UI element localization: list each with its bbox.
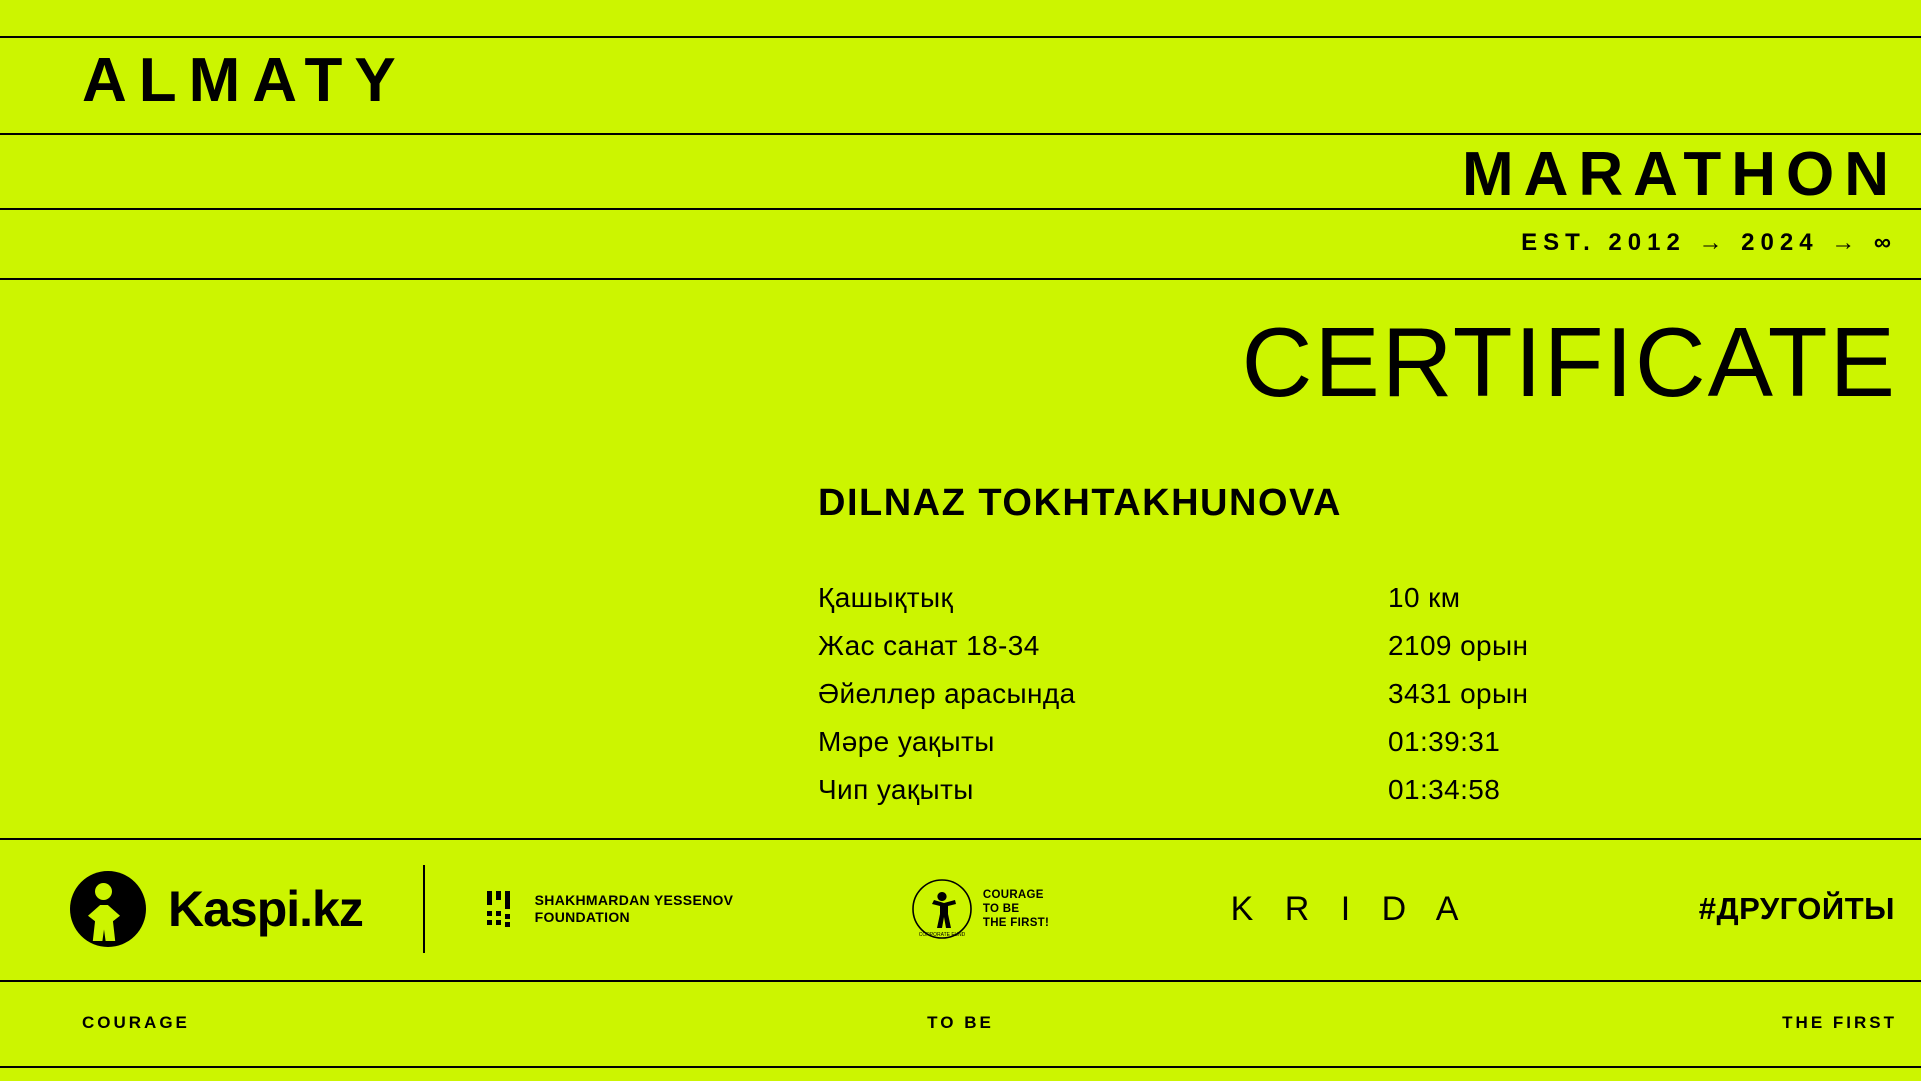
detail-value-finish-time: 01:39:31 (1388, 726, 1501, 757)
divider-line-4 (0, 278, 1921, 280)
detail-row (818, 578, 1618, 626)
certificate-footer (0, 980, 1921, 1066)
certificate-header (0, 0, 1921, 278)
detail-label-age-category: Жас санат 18-34 (818, 630, 1040, 661)
detail-label-women-rank: Әйеллер арасында (818, 678, 1076, 709)
kaspi-label: Kaspi.kz (168, 881, 363, 937)
divider-line-7 (0, 1066, 1921, 1068)
sponsor-yessenov-foundation (420, 838, 800, 980)
detail-value-women-rank: 3431 орын (1388, 678, 1529, 709)
corporate-fund-badge-text: CORPORATE FUND (918, 932, 966, 938)
event-name-almaty: ALMATY (82, 46, 408, 115)
detail-row (818, 722, 1618, 770)
yessenov-label-line1: SHAKHMARDAN YESSENOV (534, 892, 734, 908)
corporate-fund-logo-icon (911, 878, 973, 940)
footer-slogan-right: THE FIRST (1782, 1013, 1897, 1032)
footer-slogan-left: COURAGE (82, 1013, 190, 1032)
result-details (818, 578, 1618, 818)
corporate-label-line2: TO BE (982, 903, 1020, 915)
detail-value-chip-time: 01:34:58 (1388, 774, 1501, 805)
yessenov-logo-icon (487, 889, 521, 929)
drugoyty-label: #ДРУГОЙТЫ (1698, 891, 1895, 926)
sponsor-kaspi (0, 838, 420, 980)
sponsor-drugoyty (1540, 838, 1921, 980)
detail-label-chip-time: Чип уақыты (818, 774, 974, 805)
detail-row (818, 626, 1618, 674)
event-name-marathon: MARATHON (1461, 140, 1899, 209)
detail-row (818, 674, 1618, 722)
corporate-label-line3: THE FIRST! (982, 917, 1050, 929)
footer-slogan-center: TO BE (927, 1013, 994, 1032)
sponsor-krida (1160, 838, 1540, 980)
detail-value-distance: 10 км (1388, 582, 1461, 613)
detail-row (818, 770, 1618, 818)
sponsor-strip (0, 838, 1921, 980)
krida-label: K R I D A (1230, 890, 1470, 928)
corporate-label-line1: COURAGE (982, 889, 1044, 901)
detail-label-distance: Қашықтық (818, 582, 954, 613)
athlete-name: DILNAZ TOKHTAKHUNOVA (818, 482, 1342, 524)
kaspi-logo-icon (70, 871, 146, 947)
established-years: EST. 2012 → 2024 → ∞ (1521, 229, 1897, 256)
detail-value-age-category: 2109 орын (1388, 630, 1529, 661)
page-title: CERTIFICATE (1241, 307, 1897, 417)
yessenov-label-line2: FOUNDATION (534, 909, 630, 925)
sponsor-corporate-fund (800, 838, 1160, 980)
detail-label-finish-time: Мәре уақыты (818, 726, 995, 757)
